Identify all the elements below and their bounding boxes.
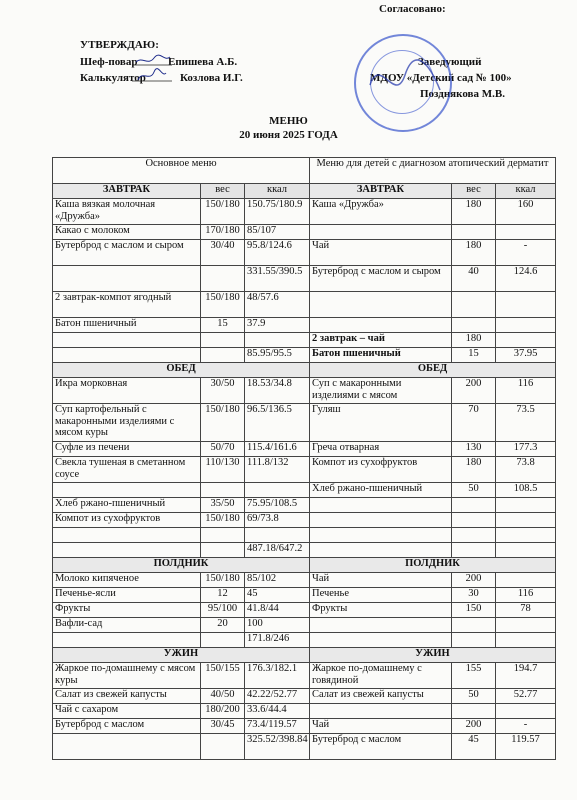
dish-weight: 150/180 xyxy=(201,573,245,588)
calc-label: Калькулятор xyxy=(80,72,146,84)
section-header-row xyxy=(53,184,556,199)
dish-weight: 170/180 xyxy=(201,225,245,240)
table-row xyxy=(53,573,556,588)
dish-kcal: 96.5/136.5 xyxy=(245,404,310,442)
table-row xyxy=(53,543,556,558)
dish-name: Батон пшеничный xyxy=(53,318,201,333)
dish-name xyxy=(53,633,201,648)
approved-title: УТВЕРЖДАЮ: xyxy=(80,39,159,51)
dish-weight: 150/180 xyxy=(201,199,245,225)
atopic-dish-kcal: 78 xyxy=(496,603,556,618)
section-title: ПОЛДНИК xyxy=(53,558,310,573)
dish-name: Хлеб ржано-пшеничный xyxy=(53,498,201,513)
dish-weight: 30/45 xyxy=(201,719,245,734)
atopic-dish-weight xyxy=(452,704,496,719)
dish-name: Молоко кипяченое xyxy=(53,573,201,588)
atopic-dish-kcal: 177.3 xyxy=(496,442,556,457)
table-row xyxy=(53,333,556,348)
atopic-dish-kcal xyxy=(496,225,556,240)
atopic-dish-weight xyxy=(452,618,496,633)
dish-weight: 150/155 xyxy=(201,663,245,689)
atopic-dish-kcal: - xyxy=(496,240,556,266)
dish-weight xyxy=(201,734,245,760)
dish-kcal: 45 xyxy=(245,588,310,603)
dish-kcal xyxy=(245,528,310,543)
dish-kcal: 100 xyxy=(245,618,310,633)
dish-kcal: 85/102 xyxy=(245,573,310,588)
dish-kcal: 41.8/44 xyxy=(245,603,310,618)
atopic-dish-kcal: 194.7 xyxy=(496,663,556,689)
col-main-header: Основное меню xyxy=(53,158,310,184)
doc-title: МЕНЮ xyxy=(269,115,308,127)
atopic-dish-name xyxy=(310,225,452,240)
dish-weight: 30/40 xyxy=(201,240,245,266)
kcal-header: ккал xyxy=(496,184,556,199)
dish-name xyxy=(53,333,201,348)
atopic-dish-weight: 150 xyxy=(452,603,496,618)
dish-weight: 150/180 xyxy=(201,404,245,442)
head-name: Позднякова М.В. xyxy=(420,88,505,100)
table-row xyxy=(53,266,556,292)
atopic-dish-name: Фрукты xyxy=(310,603,452,618)
dish-kcal: 73.4/119.57 xyxy=(245,719,310,734)
dish-name: Икра морковная xyxy=(53,378,201,404)
section-title: ЗАВТРАК xyxy=(53,184,201,199)
dish-kcal xyxy=(245,333,310,348)
atopic-dish-kcal: 73.8 xyxy=(496,457,556,483)
atopic-dish-weight: 130 xyxy=(452,442,496,457)
atopic-dish-weight xyxy=(452,498,496,513)
dish-name: Печенье-ясли xyxy=(53,588,201,603)
dish-weight: 40/50 xyxy=(201,689,245,704)
calc-name: Козлова И.Г. xyxy=(180,72,243,84)
section-title: УЖИН xyxy=(53,648,310,663)
atopic-dish-weight: 180 xyxy=(452,457,496,483)
atopic-dish-kcal xyxy=(496,333,556,348)
dish-weight xyxy=(201,266,245,292)
atopic-dish-kcal: 73.5 xyxy=(496,404,556,442)
atopic-dish-name: Батон пшеничный xyxy=(310,348,452,363)
atopic-dish-weight xyxy=(452,292,496,318)
weight-header: вес xyxy=(452,184,496,199)
head-label: Заведующий xyxy=(418,56,482,68)
menu-table xyxy=(52,157,556,760)
dish-kcal: 95.8/124.6 xyxy=(245,240,310,266)
dish-name xyxy=(53,528,201,543)
table-row xyxy=(53,483,556,498)
dish-kcal: 48/57.6 xyxy=(245,292,310,318)
atopic-dish-name: Жаркое по-домашнему с говядиной xyxy=(310,663,452,689)
atopic-dish-kcal: 124.6 xyxy=(496,266,556,292)
atopic-dish-kcal xyxy=(496,513,556,528)
dish-name: Жаркое по-домашнему с мясом куры xyxy=(53,663,201,689)
atopic-dish-weight: 70 xyxy=(452,404,496,442)
atopic-dish-weight: 30 xyxy=(452,588,496,603)
kcal-header: ккал xyxy=(245,184,310,199)
dish-kcal: 171.8/246 xyxy=(245,633,310,648)
atopic-dish-kcal: 52.77 xyxy=(496,689,556,704)
atopic-dish-name: Чай xyxy=(310,240,452,266)
atopic-dish-weight: 50 xyxy=(452,483,496,498)
table-row xyxy=(53,603,556,618)
dish-name: Бутерброд с маслом и сыром xyxy=(53,240,201,266)
table-row xyxy=(53,292,556,318)
dish-name: Каша вязкая молочная «Дружба» xyxy=(53,199,201,225)
dish-weight xyxy=(201,333,245,348)
atopic-dish-weight: 45 xyxy=(452,734,496,760)
agreed-title: Согласовано: xyxy=(379,3,446,15)
dish-name: Какао с молоком xyxy=(53,225,201,240)
atopic-dish-name: 2 завтрак – чай xyxy=(310,333,452,348)
section-title: ОБЕД xyxy=(310,363,556,378)
atopic-dish-name xyxy=(310,633,452,648)
atopic-dish-weight: 180 xyxy=(452,240,496,266)
atopic-dish-weight: 50 xyxy=(452,689,496,704)
dish-weight: 12 xyxy=(201,588,245,603)
atopic-dish-name: Чай xyxy=(310,573,452,588)
atopic-dish-weight: 180 xyxy=(452,199,496,225)
atopic-dish-kcal xyxy=(496,528,556,543)
org-name: МДОУ «Детский сад № 100» xyxy=(370,72,512,84)
atopic-dish-kcal: 119.57 xyxy=(496,734,556,760)
atopic-dish-name: Чай xyxy=(310,719,452,734)
atopic-dish-weight: 200 xyxy=(452,573,496,588)
dish-weight: 15 xyxy=(201,318,245,333)
atopic-dish-weight: 200 xyxy=(452,719,496,734)
dish-name xyxy=(53,543,201,558)
atopic-dish-kcal xyxy=(496,498,556,513)
atopic-dish-name xyxy=(310,543,452,558)
atopic-dish-weight xyxy=(452,225,496,240)
table-row xyxy=(53,689,556,704)
dish-kcal: 75.95/108.5 xyxy=(245,498,310,513)
dish-weight: 150/180 xyxy=(201,292,245,318)
dish-name: 2 завтрак-компот ягодный xyxy=(53,292,201,318)
atopic-dish-weight: 40 xyxy=(452,266,496,292)
dish-name: Суфле из печени xyxy=(53,442,201,457)
weight-header: вес xyxy=(201,184,245,199)
atopic-dish-name: Каша «Дружба» xyxy=(310,199,452,225)
atopic-dish-name: Салат из свежей капусты xyxy=(310,689,452,704)
atopic-dish-weight: 155 xyxy=(452,663,496,689)
dish-name: Чай с сахаром xyxy=(53,704,201,719)
chef-name: Епишева А.Б. xyxy=(168,56,238,68)
table-row xyxy=(53,704,556,719)
head-signature xyxy=(360,45,450,125)
atopic-dish-kcal: 116 xyxy=(496,588,556,603)
atopic-dish-weight xyxy=(452,543,496,558)
atopic-dish-kcal xyxy=(496,633,556,648)
atopic-dish-name xyxy=(310,318,452,333)
atopic-dish-kcal: - xyxy=(496,719,556,734)
dish-kcal: 150.75/180.9 xyxy=(245,199,310,225)
table-row xyxy=(53,442,556,457)
atopic-dish-weight xyxy=(452,318,496,333)
doc-date: 20 июня 2025 ГОДА xyxy=(239,129,338,141)
atopic-dish-name xyxy=(310,528,452,543)
table-row xyxy=(53,528,556,543)
dish-weight xyxy=(201,633,245,648)
atopic-dish-kcal xyxy=(496,318,556,333)
dish-weight xyxy=(201,483,245,498)
atopic-dish-kcal xyxy=(496,292,556,318)
dish-name: Фрукты xyxy=(53,603,201,618)
atopic-dish-kcal xyxy=(496,573,556,588)
table-row xyxy=(53,457,556,483)
dish-weight: 35/50 xyxy=(201,498,245,513)
atopic-dish-weight xyxy=(452,528,496,543)
table-row xyxy=(53,618,556,633)
dish-name xyxy=(53,348,201,363)
table-row xyxy=(53,225,556,240)
dish-kcal xyxy=(245,483,310,498)
atopic-dish-name: Компот из сухофруктов xyxy=(310,457,452,483)
dish-kcal: 176.3/182.1 xyxy=(245,663,310,689)
atopic-dish-kcal xyxy=(496,618,556,633)
table-row xyxy=(53,633,556,648)
atopic-dish-name: Хлеб ржано-пшеничный xyxy=(310,483,452,498)
dish-name xyxy=(53,483,201,498)
dish-kcal: 85.95/95.5 xyxy=(245,348,310,363)
dish-kcal: 85/107 xyxy=(245,225,310,240)
atopic-dish-kcal: 37.95 xyxy=(496,348,556,363)
section-header-row xyxy=(53,558,556,573)
dish-kcal: 325.52/398.84 xyxy=(245,734,310,760)
table-row xyxy=(53,240,556,266)
atopic-dish-name: Греча отварная xyxy=(310,442,452,457)
atopic-dish-name: Печенье xyxy=(310,588,452,603)
table-row xyxy=(53,498,556,513)
atopic-dish-name xyxy=(310,292,452,318)
col-atopic-header: Меню для детей с диагнозом атопический дерматит xyxy=(310,158,556,184)
atopic-dish-weight xyxy=(452,513,496,528)
section-title: ЗАВТРАК xyxy=(310,184,452,199)
atopic-dish-name: Бутерброд с маслом xyxy=(310,734,452,760)
dish-weight: 50/70 xyxy=(201,442,245,457)
dish-name: Бутерброд с маслом xyxy=(53,719,201,734)
dish-weight xyxy=(201,348,245,363)
atopic-dish-kcal: 116 xyxy=(496,378,556,404)
atopic-dish-weight: 15 xyxy=(452,348,496,363)
atopic-dish-kcal xyxy=(496,704,556,719)
dish-weight: 95/100 xyxy=(201,603,245,618)
dish-name: Салат из свежей капусты xyxy=(53,689,201,704)
dish-kcal: 18.53/34.8 xyxy=(245,378,310,404)
section-title: ПОЛДНИК xyxy=(310,558,556,573)
dish-name xyxy=(53,734,201,760)
atopic-dish-name xyxy=(310,618,452,633)
dish-kcal: 42.22/52.77 xyxy=(245,689,310,704)
dish-kcal: 331.55/390.5 xyxy=(245,266,310,292)
dish-name xyxy=(53,266,201,292)
dish-weight: 30/50 xyxy=(201,378,245,404)
chef-label: Шеф-повар xyxy=(80,56,138,68)
atopic-dish-kcal: 108.5 xyxy=(496,483,556,498)
table-row xyxy=(53,513,556,528)
atopic-dish-weight: 200 xyxy=(452,378,496,404)
atopic-dish-name xyxy=(310,513,452,528)
table-row xyxy=(53,378,556,404)
atopic-dish-name xyxy=(310,498,452,513)
dish-weight xyxy=(201,543,245,558)
table-row xyxy=(53,719,556,734)
atopic-dish-name: Гуляш xyxy=(310,404,452,442)
dish-kcal: 69/73.8 xyxy=(245,513,310,528)
dish-kcal: 111.8/132 xyxy=(245,457,310,483)
table-row xyxy=(53,663,556,689)
table-row xyxy=(53,734,556,760)
atopic-dish-kcal xyxy=(496,543,556,558)
table-row xyxy=(53,199,556,225)
table-row xyxy=(53,588,556,603)
section-title: УЖИН xyxy=(310,648,556,663)
dish-kcal: 487.18/647.2 xyxy=(245,543,310,558)
table-row xyxy=(53,348,556,363)
dish-name: Свекла тушеная в сметанном соусе xyxy=(53,457,201,483)
table-row xyxy=(53,318,556,333)
dish-weight: 110/130 xyxy=(201,457,245,483)
atopic-dish-name xyxy=(310,704,452,719)
dish-weight: 180/200 xyxy=(201,704,245,719)
dish-kcal: 33.6/44.4 xyxy=(245,704,310,719)
table-row xyxy=(53,404,556,442)
dish-weight: 150/180 xyxy=(201,513,245,528)
dish-name: Вафли-сад xyxy=(53,618,201,633)
dish-weight: 20 xyxy=(201,618,245,633)
dish-name: Суп картофельный с макаронными изделиями с мясом куры xyxy=(53,404,201,442)
chef-signature xyxy=(132,54,176,86)
dish-name: Компот из сухофруктов xyxy=(53,513,201,528)
atopic-dish-weight: 180 xyxy=(452,333,496,348)
section-header-row xyxy=(53,648,556,663)
dish-kcal: 37.9 xyxy=(245,318,310,333)
atopic-dish-name: Бутерброд с маслом и сыром xyxy=(310,266,452,292)
atopic-dish-weight xyxy=(452,633,496,648)
section-title: ОБЕД xyxy=(53,363,310,378)
section-header-row xyxy=(53,363,556,378)
atopic-dish-name: Суп с макаронными изделиями с мясом xyxy=(310,378,452,404)
dish-kcal: 115.4/161.6 xyxy=(245,442,310,457)
atopic-dish-kcal: 160 xyxy=(496,199,556,225)
dish-weight xyxy=(201,528,245,543)
